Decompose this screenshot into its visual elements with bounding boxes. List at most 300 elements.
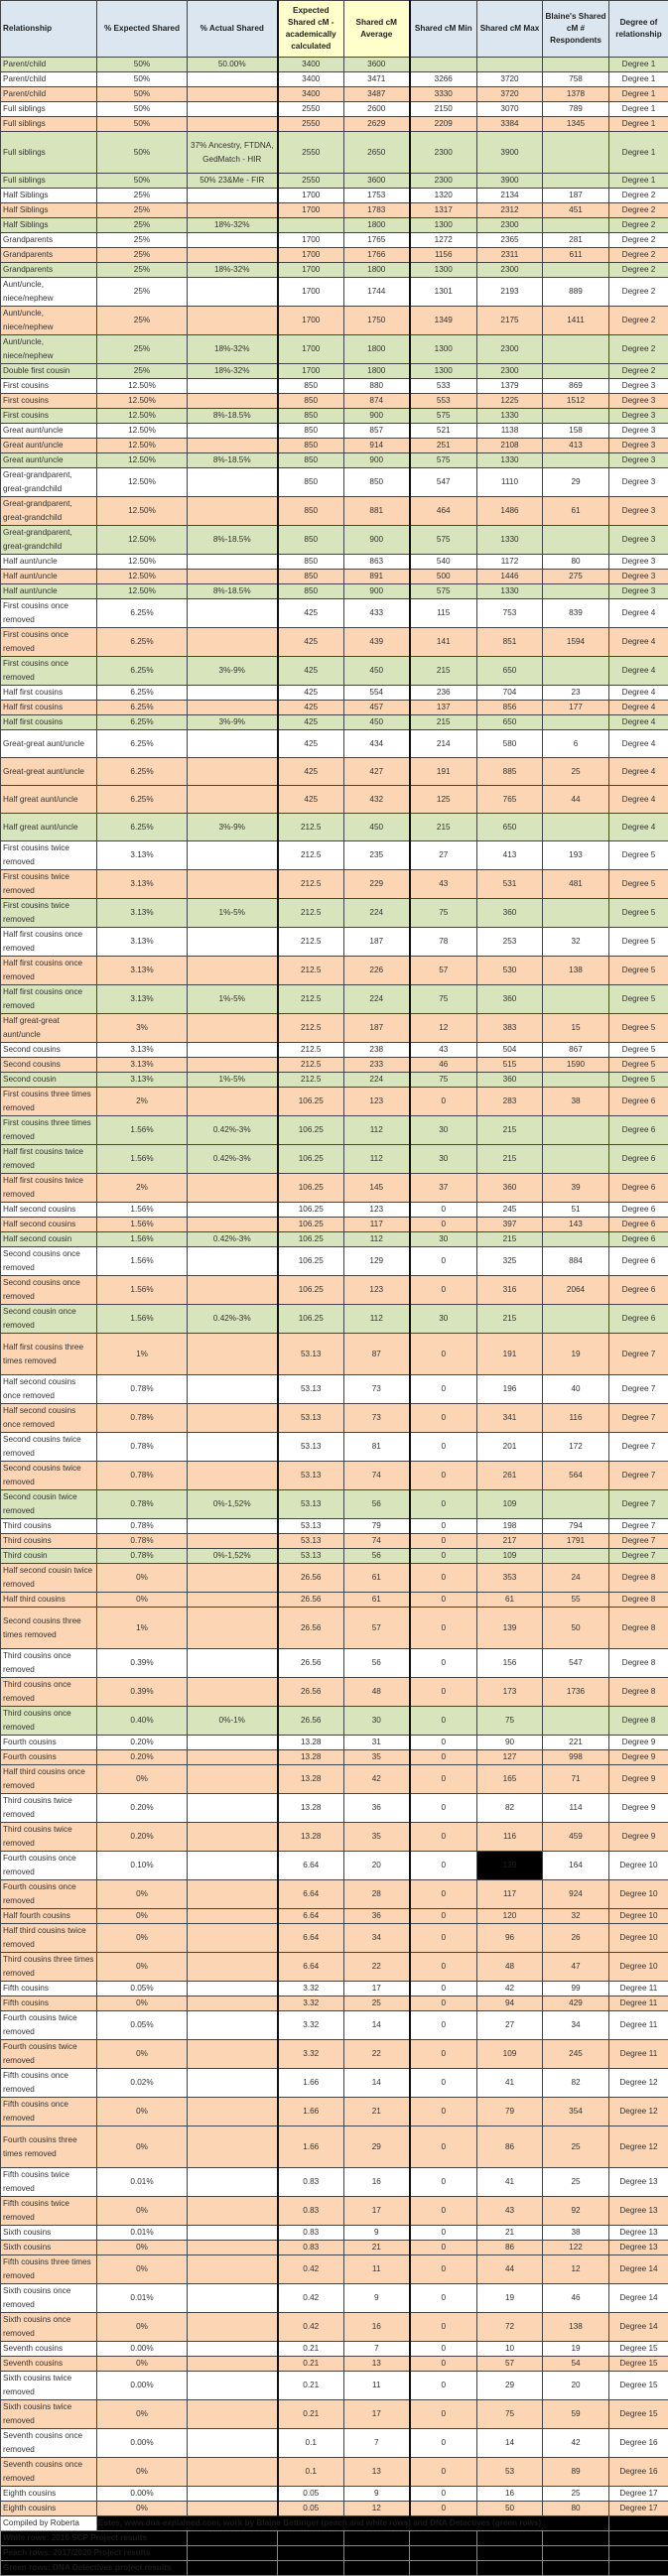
cell-expected-cm: 0.21 bbox=[278, 2342, 344, 2357]
cell-average-cm: 863 bbox=[344, 555, 410, 570]
cell-min-cm: 533 bbox=[410, 379, 477, 394]
cell-relationship: Half third cousins bbox=[1, 1593, 97, 1608]
cell-respondents: 61 bbox=[543, 497, 609, 526]
cell-respondents: 32 bbox=[543, 1909, 609, 1924]
cell-average-cm: 224 bbox=[344, 899, 410, 928]
cell-degree: Degree 6 bbox=[609, 1218, 668, 1232]
table-row bbox=[1, 985, 668, 1014]
cell-relationship: Second cousin twice removed bbox=[1, 1490, 97, 1519]
cell-degree: Degree 3 bbox=[609, 453, 668, 468]
cell-min-cm: 191 bbox=[410, 758, 477, 786]
cell-average-cm: 21 bbox=[344, 2241, 410, 2255]
cell-pct-expected: 0.00% bbox=[97, 2487, 188, 2502]
cell-pct-expected: 12.50% bbox=[97, 468, 188, 497]
cell-max-cm: 41 bbox=[477, 2168, 543, 2197]
credit-lead-text: Compiled by Roberta bbox=[1, 2516, 97, 2531]
cell-pct-expected: 1.56% bbox=[97, 1203, 188, 1218]
table-row bbox=[1, 599, 668, 628]
cell-expected-cm: 53.13 bbox=[278, 1519, 344, 1534]
cell-pct-expected: 0.20% bbox=[97, 1794, 188, 1823]
cell-degree: Degree 10 bbox=[609, 1953, 668, 1982]
cell-relationship: First cousins once removed bbox=[1, 628, 97, 657]
cell-pct-expected: 0% bbox=[97, 1564, 188, 1593]
cell-pct-actual bbox=[188, 1794, 278, 1823]
table-row bbox=[1, 1534, 668, 1549]
cell-respondents bbox=[543, 985, 609, 1014]
cell-relationship: Parent/child bbox=[1, 58, 97, 72]
cell-max-cm: 29 bbox=[477, 2372, 543, 2400]
cell-min-cm: 0 bbox=[410, 1433, 477, 1462]
table-row bbox=[1, 1088, 668, 1116]
cell-respondents: 32 bbox=[543, 928, 609, 957]
table-row bbox=[1, 218, 668, 233]
cell-degree: Degree 3 bbox=[609, 584, 668, 599]
cell-pct-expected: 6.25% bbox=[97, 686, 188, 701]
cell-respondents: 1512 bbox=[543, 394, 609, 409]
cell-average-cm: 13 bbox=[344, 2458, 410, 2487]
cell-degree: Degree 2 bbox=[609, 203, 668, 218]
cell-max-cm: 201 bbox=[477, 1433, 543, 1462]
cell-average-cm: 56 bbox=[344, 1649, 410, 1678]
cell-relationship: First cousins bbox=[1, 394, 97, 409]
cell-relationship: Sixth cousins bbox=[1, 2226, 97, 2241]
cell-respondents bbox=[543, 899, 609, 928]
footer-cell bbox=[477, 2546, 543, 2561]
cell-average-cm: 450 bbox=[344, 657, 410, 686]
cell-respondents: 20 bbox=[543, 2372, 609, 2400]
cell-degree: Degree 5 bbox=[609, 1058, 668, 1073]
cell-average-cm: 36 bbox=[344, 1909, 410, 1924]
table-row bbox=[1, 102, 668, 117]
cell-average-cm: 87 bbox=[344, 1334, 410, 1375]
cell-pct-expected: 1.56% bbox=[97, 1218, 188, 1232]
cell-max-cm bbox=[477, 58, 543, 72]
cell-expected-cm: 0.05 bbox=[278, 2487, 344, 2502]
cell-pct-actual: 3%-9% bbox=[188, 657, 278, 686]
cell-pct-expected: 50% bbox=[97, 132, 188, 174]
cell-degree: Degree 8 bbox=[609, 1649, 668, 1678]
cell-relationship: Sixth cousins once removed bbox=[1, 2284, 97, 2313]
cell-max-cm: 14 bbox=[477, 2429, 543, 2458]
cell-max-cm: 191 bbox=[477, 1334, 543, 1375]
cell-pct-expected: 50% bbox=[97, 72, 188, 87]
cell-average-cm: 891 bbox=[344, 570, 410, 584]
cell-average-cm: 20 bbox=[344, 1852, 410, 1880]
cell-degree: Degree 5 bbox=[609, 1043, 668, 1058]
table-row bbox=[1, 1924, 668, 1953]
cell-relationship: Fourth cousins once removed bbox=[1, 1880, 97, 1909]
cell-relationship: Second cousin once removed bbox=[1, 1305, 97, 1334]
cell-average-cm: 233 bbox=[344, 1058, 410, 1073]
table-row bbox=[1, 1116, 668, 1145]
cell-pct-actual: 8%-18.5% bbox=[188, 453, 278, 468]
table-row bbox=[1, 686, 668, 701]
cell-average-cm: 2650 bbox=[344, 132, 410, 174]
cell-average-cm: 229 bbox=[344, 870, 410, 899]
cell-pct-expected: 0.00% bbox=[97, 2429, 188, 2458]
cell-expected-cm: 13.28 bbox=[278, 1750, 344, 1765]
cell-min-cm: 0 bbox=[410, 1088, 477, 1116]
cell-min-cm: 0 bbox=[410, 1823, 477, 1852]
cell-pct-expected: 12.50% bbox=[97, 424, 188, 439]
cell-max-cm: 16 bbox=[477, 2487, 543, 2502]
cell-expected-cm: 850 bbox=[278, 584, 344, 599]
cell-max-cm: 96 bbox=[477, 1924, 543, 1953]
cell-min-cm: 2300 bbox=[410, 132, 477, 174]
cell-pct-expected: 0.01% bbox=[97, 2168, 188, 2197]
table-row bbox=[1, 2255, 668, 2284]
cell-average-cm: 457 bbox=[344, 701, 410, 715]
cell-relationship: Third cousins twice removed bbox=[1, 1823, 97, 1852]
cell-expected-cm: 1700 bbox=[278, 263, 344, 278]
cell-relationship: Fifth cousins bbox=[1, 1996, 97, 2011]
cell-pct-expected: 0.78% bbox=[97, 1404, 188, 1433]
cell-pct-actual bbox=[188, 2241, 278, 2255]
cell-max-cm: 109 bbox=[477, 2040, 543, 2069]
cell-pct-actual: 18%-32% bbox=[188, 364, 278, 379]
cell-pct-expected: 12.50% bbox=[97, 555, 188, 570]
cell-pct-actual: 8%-18.5% bbox=[188, 526, 278, 555]
cell-respondents: 1345 bbox=[543, 117, 609, 132]
cell-expected-cm: 850 bbox=[278, 526, 344, 555]
cell-min-cm: 0 bbox=[410, 2342, 477, 2357]
table-row bbox=[1, 409, 668, 424]
cell-average-cm: 112 bbox=[344, 1145, 410, 1174]
cell-expected-cm: 26.56 bbox=[278, 1649, 344, 1678]
cell-expected-cm: 212.5 bbox=[278, 1014, 344, 1043]
cell-pct-expected: 25% bbox=[97, 233, 188, 248]
table-row bbox=[1, 2126, 668, 2168]
cell-pct-actual bbox=[188, 2126, 278, 2168]
cell-average-cm: 427 bbox=[344, 758, 410, 786]
cell-respondents: 38 bbox=[543, 2226, 609, 2241]
table-row bbox=[1, 1649, 668, 1678]
cell-relationship: Fourth cousins bbox=[1, 1736, 97, 1750]
cell-pct-actual bbox=[188, 2372, 278, 2400]
cell-respondents: 6 bbox=[543, 730, 609, 758]
cell-degree: Degree 2 bbox=[609, 233, 668, 248]
cell-pct-expected: 12.50% bbox=[97, 439, 188, 453]
table-row bbox=[1, 1678, 668, 1707]
cell-respondents: 50 bbox=[543, 1608, 609, 1649]
cell-degree: Degree 6 bbox=[609, 1247, 668, 1276]
cell-pct-actual bbox=[188, 786, 278, 814]
cell-max-cm: 856 bbox=[477, 701, 543, 715]
cell-degree: Degree 3 bbox=[609, 439, 668, 453]
cell-degree: Degree 17 bbox=[609, 2502, 668, 2516]
cell-respondents: 12 bbox=[543, 2255, 609, 2284]
cell-pct-actual bbox=[188, 439, 278, 453]
cell-min-cm: 43 bbox=[410, 1043, 477, 1058]
cell-expected-cm: 425 bbox=[278, 786, 344, 814]
cell-degree: Degree 3 bbox=[609, 394, 668, 409]
cell-expected-cm: 0.42 bbox=[278, 2313, 344, 2342]
cell-min-cm: 0 bbox=[410, 2069, 477, 2098]
cell-average-cm: 30 bbox=[344, 1707, 410, 1736]
cell-pct-actual bbox=[188, 730, 278, 758]
cell-average-cm: 1744 bbox=[344, 278, 410, 307]
header-relationship: Relationship bbox=[1, 1, 97, 58]
table-row bbox=[1, 2372, 668, 2400]
cell-respondents: 1378 bbox=[543, 87, 609, 102]
cell-max-cm: 215 bbox=[477, 1305, 543, 1334]
cell-expected-cm: 1700 bbox=[278, 248, 344, 263]
cell-min-cm: 236 bbox=[410, 686, 477, 701]
cell-min-cm: 0 bbox=[410, 1276, 477, 1305]
cell-average-cm: 11 bbox=[344, 2255, 410, 2284]
cell-relationship: Full siblings bbox=[1, 117, 97, 132]
cell-max-cm: 82 bbox=[477, 1794, 543, 1823]
table-row bbox=[1, 203, 668, 218]
cell-respondents bbox=[543, 1232, 609, 1247]
cell-max-cm: 41 bbox=[477, 2069, 543, 2098]
cell-respondents: 1594 bbox=[543, 628, 609, 657]
cell-respondents: 451 bbox=[543, 203, 609, 218]
cell-respondents: 187 bbox=[543, 189, 609, 203]
cell-average-cm: 112 bbox=[344, 1232, 410, 1247]
cell-min-cm: 2150 bbox=[410, 102, 477, 117]
cell-relationship: Half second cousin bbox=[1, 1232, 97, 1247]
header-min-cm: Shared cM Min bbox=[410, 1, 477, 58]
cell-average-cm: 450 bbox=[344, 814, 410, 841]
cell-relationship: Half first cousins bbox=[1, 686, 97, 701]
cell-respondents: 54 bbox=[543, 2357, 609, 2372]
cell-expected-cm: 2550 bbox=[278, 102, 344, 117]
cell-pct-expected: 25% bbox=[97, 364, 188, 379]
table-row bbox=[1, 278, 668, 307]
cell-relationship: Aunt/uncle, niece/nephew bbox=[1, 278, 97, 307]
cell-relationship: Fifth cousins once removed bbox=[1, 2098, 97, 2126]
cell-pct-expected: 0% bbox=[97, 2400, 188, 2429]
table-row bbox=[1, 1043, 668, 1058]
cell-expected-cm: 3400 bbox=[278, 72, 344, 87]
cell-degree: Degree 1 bbox=[609, 72, 668, 87]
cell-average-cm: 439 bbox=[344, 628, 410, 657]
cell-pct-expected: 0.05% bbox=[97, 1982, 188, 1996]
cell-relationship: Second cousin bbox=[1, 1073, 97, 1088]
table-row bbox=[1, 1247, 668, 1276]
table-row bbox=[1, 1707, 668, 1736]
cell-pct-actual bbox=[188, 87, 278, 102]
cell-max-cm: 215 bbox=[477, 1116, 543, 1145]
cell-min-cm: 1300 bbox=[410, 218, 477, 233]
cell-max-cm: 2108 bbox=[477, 439, 543, 453]
cell-expected-cm: 850 bbox=[278, 497, 344, 526]
cell-degree: Degree 3 bbox=[609, 409, 668, 424]
table-row bbox=[1, 1909, 668, 1924]
cell-max-cm: 48 bbox=[477, 1953, 543, 1982]
cell-pct-expected: 50% bbox=[97, 117, 188, 132]
cell-average-cm: 857 bbox=[344, 424, 410, 439]
table-row bbox=[1, 1232, 668, 1247]
cell-pct-actual: 1%-5% bbox=[188, 985, 278, 1014]
cell-relationship: Half first cousins bbox=[1, 701, 97, 715]
cell-pct-actual: 18%-32% bbox=[188, 263, 278, 278]
cell-degree: Degree 11 bbox=[609, 1996, 668, 2011]
cell-expected-cm: 53.13 bbox=[278, 1462, 344, 1490]
table-row bbox=[1, 1203, 668, 1218]
cell-pct-expected: 6.25% bbox=[97, 657, 188, 686]
cell-average-cm: 226 bbox=[344, 957, 410, 985]
cell-average-cm: 129 bbox=[344, 1247, 410, 1276]
cell-pct-actual bbox=[188, 701, 278, 715]
cell-pct-expected: 25% bbox=[97, 203, 188, 218]
cell-min-cm: 125 bbox=[410, 786, 477, 814]
cell-min-cm: 0 bbox=[410, 2502, 477, 2516]
cell-pct-actual: 0.42%-3% bbox=[188, 1145, 278, 1174]
cell-average-cm: 73 bbox=[344, 1404, 410, 1433]
cell-pct-actual bbox=[188, 2400, 278, 2429]
cell-degree: Degree 6 bbox=[609, 1116, 668, 1145]
cell-degree: Degree 2 bbox=[609, 307, 668, 335]
cell-degree: Degree 8 bbox=[609, 1593, 668, 1608]
cell-max-cm: 139 bbox=[477, 1852, 543, 1880]
table-row bbox=[1, 364, 668, 379]
cell-degree: Degree 4 bbox=[609, 657, 668, 686]
cell-expected-cm: 212.5 bbox=[278, 1058, 344, 1073]
cell-respondents bbox=[543, 58, 609, 72]
cell-degree: Degree 7 bbox=[609, 1519, 668, 1534]
cell-relationship: First cousins bbox=[1, 409, 97, 424]
cell-respondents: 138 bbox=[543, 957, 609, 985]
cell-expected-cm: 0.83 bbox=[278, 2168, 344, 2197]
cell-degree: Degree 1 bbox=[609, 58, 668, 72]
cell-degree: Degree 3 bbox=[609, 570, 668, 584]
cell-expected-cm: 53.13 bbox=[278, 1534, 344, 1549]
cell-degree: Degree 4 bbox=[609, 786, 668, 814]
cell-respondents: 59 bbox=[543, 2400, 609, 2429]
cell-average-cm: 35 bbox=[344, 1750, 410, 1765]
cell-respondents: 221 bbox=[543, 1736, 609, 1750]
cell-relationship: First cousins twice removed bbox=[1, 841, 97, 870]
cell-degree: Degree 12 bbox=[609, 2069, 668, 2098]
cell-max-cm: 1379 bbox=[477, 379, 543, 394]
cell-max-cm: 2300 bbox=[477, 263, 543, 278]
cell-pct-actual bbox=[188, 1924, 278, 1953]
table-row bbox=[1, 555, 668, 570]
cell-respondents bbox=[543, 657, 609, 686]
cell-pct-expected: 0% bbox=[97, 1880, 188, 1909]
cell-degree: Degree 3 bbox=[609, 379, 668, 394]
table-row bbox=[1, 2284, 668, 2313]
table-row bbox=[1, 570, 668, 584]
cell-min-cm: 0 bbox=[410, 1924, 477, 1953]
cell-average-cm: 3471 bbox=[344, 72, 410, 87]
cell-pct-expected: 0.78% bbox=[97, 1534, 188, 1549]
cell-pct-actual bbox=[188, 1058, 278, 1073]
cell-respondents: 998 bbox=[543, 1750, 609, 1765]
cell-min-cm: 0 bbox=[410, 1519, 477, 1534]
cell-max-cm: 3070 bbox=[477, 102, 543, 117]
cell-pct-actual bbox=[188, 1276, 278, 1305]
table-row bbox=[1, 628, 668, 657]
cell-max-cm: 165 bbox=[477, 1765, 543, 1794]
cell-respondents: 19 bbox=[543, 1334, 609, 1375]
cell-pct-expected: 25% bbox=[97, 218, 188, 233]
table-row bbox=[1, 1305, 668, 1334]
cell-average-cm: 48 bbox=[344, 1678, 410, 1707]
cell-average-cm: 112 bbox=[344, 1116, 410, 1145]
cell-relationship: First cousins twice removed bbox=[1, 870, 97, 899]
cell-expected-cm: 850 bbox=[278, 379, 344, 394]
cell-pct-actual: 0%-1% bbox=[188, 1707, 278, 1736]
cell-max-cm: 44 bbox=[477, 2255, 543, 2284]
cell-average-cm: 7 bbox=[344, 2342, 410, 2357]
cell-max-cm: 851 bbox=[477, 628, 543, 657]
cell-average-cm: 432 bbox=[344, 786, 410, 814]
cell-respondents: 92 bbox=[543, 2197, 609, 2226]
cell-pct-actual: 50% 23&Me - FIR bbox=[188, 174, 278, 189]
cell-pct-expected: 0.02% bbox=[97, 2069, 188, 2098]
cell-min-cm: 0 bbox=[410, 2429, 477, 2458]
cell-average-cm: 1766 bbox=[344, 248, 410, 263]
table-row bbox=[1, 2458, 668, 2487]
cell-degree: Degree 6 bbox=[609, 1145, 668, 1174]
cell-average-cm: 42 bbox=[344, 1765, 410, 1794]
cell-degree: Degree 1 bbox=[609, 102, 668, 117]
cell-max-cm: 341 bbox=[477, 1404, 543, 1433]
cell-respondents: 24 bbox=[543, 1564, 609, 1593]
cell-expected-cm: 1.66 bbox=[278, 2098, 344, 2126]
cell-pct-expected: 0% bbox=[97, 1593, 188, 1608]
cell-min-cm: 0 bbox=[410, 1852, 477, 1880]
table-row bbox=[1, 263, 668, 278]
cell-expected-cm: 106.25 bbox=[278, 1088, 344, 1116]
cell-respondents: 611 bbox=[543, 248, 609, 263]
cell-pct-expected: 6.25% bbox=[97, 814, 188, 841]
cell-relationship: Half third cousins twice removed bbox=[1, 1924, 97, 1953]
cell-min-cm: 0 bbox=[410, 1750, 477, 1765]
cell-expected-cm: 1700 bbox=[278, 233, 344, 248]
cell-relationship: First cousins once removed bbox=[1, 657, 97, 686]
cell-relationship: Half fourth cousins bbox=[1, 1909, 97, 1924]
cell-pct-actual: 18%-32% bbox=[188, 335, 278, 364]
cell-degree: Degree 17 bbox=[609, 2487, 668, 2502]
cell-expected-cm: 850 bbox=[278, 424, 344, 439]
cell-respondents bbox=[543, 1145, 609, 1174]
cell-pct-expected: 12.50% bbox=[97, 584, 188, 599]
cell-expected-cm: 212.5 bbox=[278, 985, 344, 1014]
cell-min-cm: 500 bbox=[410, 570, 477, 584]
cell-expected-cm: 425 bbox=[278, 715, 344, 730]
cell-respondents bbox=[543, 814, 609, 841]
cell-expected-cm: 0.21 bbox=[278, 2357, 344, 2372]
cell-relationship: Parent/child bbox=[1, 72, 97, 87]
cell-relationship: Fifth cousins twice removed bbox=[1, 2168, 97, 2197]
table-row bbox=[1, 957, 668, 985]
header-max-cm: Shared cM Max bbox=[477, 1, 543, 58]
cell-max-cm: 116 bbox=[477, 1823, 543, 1852]
legend-green-text: Green rows: DNA Detectives project results bbox=[1, 2561, 188, 2576]
cell-degree: Degree 4 bbox=[609, 701, 668, 715]
cell-pct-expected: 0% bbox=[97, 2241, 188, 2255]
cell-average-cm: 16 bbox=[344, 2168, 410, 2197]
cell-pct-actual bbox=[188, 1996, 278, 2011]
cell-relationship: Half first cousins twice removed bbox=[1, 1145, 97, 1174]
cell-degree: Degree 7 bbox=[609, 1404, 668, 1433]
cell-degree: Degree 1 bbox=[609, 117, 668, 132]
cell-average-cm: 123 bbox=[344, 1276, 410, 1305]
cell-respondents: 839 bbox=[543, 599, 609, 628]
cell-pct-actual: 3%-9% bbox=[188, 814, 278, 841]
cell-expected-cm: 425 bbox=[278, 599, 344, 628]
legend-row-white bbox=[1, 2531, 668, 2546]
cell-expected-cm: 212.5 bbox=[278, 814, 344, 841]
cell-pct-actual bbox=[188, 686, 278, 701]
header-pct-actual: % Actual Shared bbox=[188, 1, 278, 58]
cell-min-cm: 0 bbox=[410, 1593, 477, 1608]
cell-expected-cm: 13.28 bbox=[278, 1823, 344, 1852]
